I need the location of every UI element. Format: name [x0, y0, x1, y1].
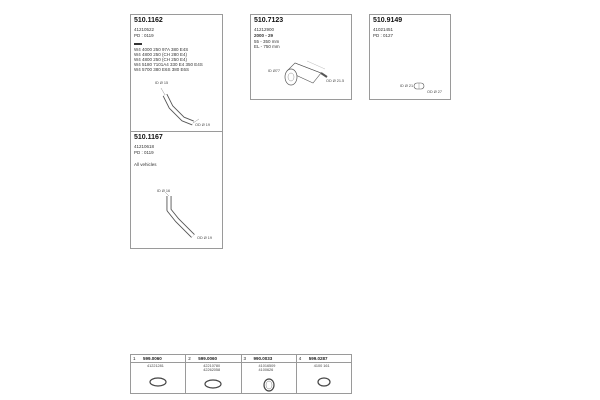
ref-number: 41021451 [373, 27, 394, 32]
accessory-part-number: 599.0060 [198, 356, 218, 361]
vehicle-line: W4 5180 7101A4 330 E4 350 E4S [134, 62, 203, 67]
dimension-label: ID Ø 15 [155, 81, 169, 85]
accessory-cell [186, 355, 241, 393]
ref-number: 41210522 [134, 27, 155, 32]
accessory-ref: 41221281 [147, 364, 164, 368]
dimension-label: OD Ø 21.5 [326, 79, 345, 83]
part-number: 510.1162 [134, 17, 163, 24]
vehicle-line: W4 4800 250 (CH 280 E4) [134, 52, 188, 57]
vehicle-line: W4 5700 380 E6S 380 E6S [134, 67, 190, 72]
part-panel-510-1162 [130, 14, 223, 132]
dimension-label: ID Ø 21 [400, 84, 414, 88]
accessory-cell [242, 355, 297, 393]
accessory-ref: 42210780 [203, 364, 221, 368]
dimension-label: ID Ø77 [268, 69, 281, 73]
part-number: 510.1167 [134, 134, 163, 141]
ref-number: 41210618 [134, 144, 155, 149]
clamp-icon [186, 355, 241, 395]
vehicle-line: W4 4800 250 (CH 250 E4) [134, 57, 188, 62]
code: PD : 0119 [134, 150, 154, 155]
part-panel-510-9149 [369, 14, 451, 100]
exhaust-pipe-drawing [131, 15, 224, 133]
code: PD : 0119 [134, 33, 154, 38]
accessory-index: 4 [298, 356, 302, 361]
accessory-index: 3 [243, 356, 247, 361]
accessory-part-number: 599.0287 [308, 356, 328, 361]
clamp-icon [131, 355, 186, 395]
accessory-ref: 41016509 [258, 364, 276, 368]
accessory-index: 2 [188, 356, 191, 361]
catalytic-converter-drawing [251, 15, 353, 101]
accessories-strip [130, 354, 352, 394]
info-line: EL - 750 mm [254, 44, 280, 49]
dimension-label: OD Ø 27 [427, 90, 442, 94]
vehicle-line: W4 4000 250 97A 380 E4S [134, 47, 189, 52]
ref-number: 41212900 [254, 27, 275, 32]
info-line: 2000 - 29 [254, 33, 274, 38]
accessory-index: 1 [133, 356, 136, 361]
exhaust-pipe-drawing [131, 132, 224, 250]
pipe-connector-drawing [370, 15, 452, 101]
accessory-ref: 42262058 [203, 368, 221, 372]
dimension-label: OD Ø 19 [197, 236, 212, 240]
part-panel-510-1167 [130, 131, 223, 249]
dimension-label: ID Ø 16 [157, 189, 171, 193]
dimension-label: OD Ø 19 [195, 123, 210, 127]
accessory-part-number: 990.0033 [253, 356, 273, 361]
accessory-cell [297, 355, 351, 393]
info-line: 55 - 350 mm [254, 39, 280, 44]
code: PD : 0127 [373, 33, 394, 38]
part-number: 510.9149 [373, 17, 403, 24]
accessory-ref: 4100 161 [313, 364, 330, 368]
accessory-ref: 4100626 [258, 368, 274, 372]
part-panel-510-7123 [250, 14, 352, 100]
accessory-cell [131, 355, 186, 393]
part-number: 510.7123 [254, 17, 284, 24]
clamp-icon [297, 355, 352, 395]
vehicle-note: All vehicles [134, 162, 157, 167]
accessory-part-number: 599.0060 [143, 356, 162, 361]
gasket-icon [242, 355, 297, 395]
